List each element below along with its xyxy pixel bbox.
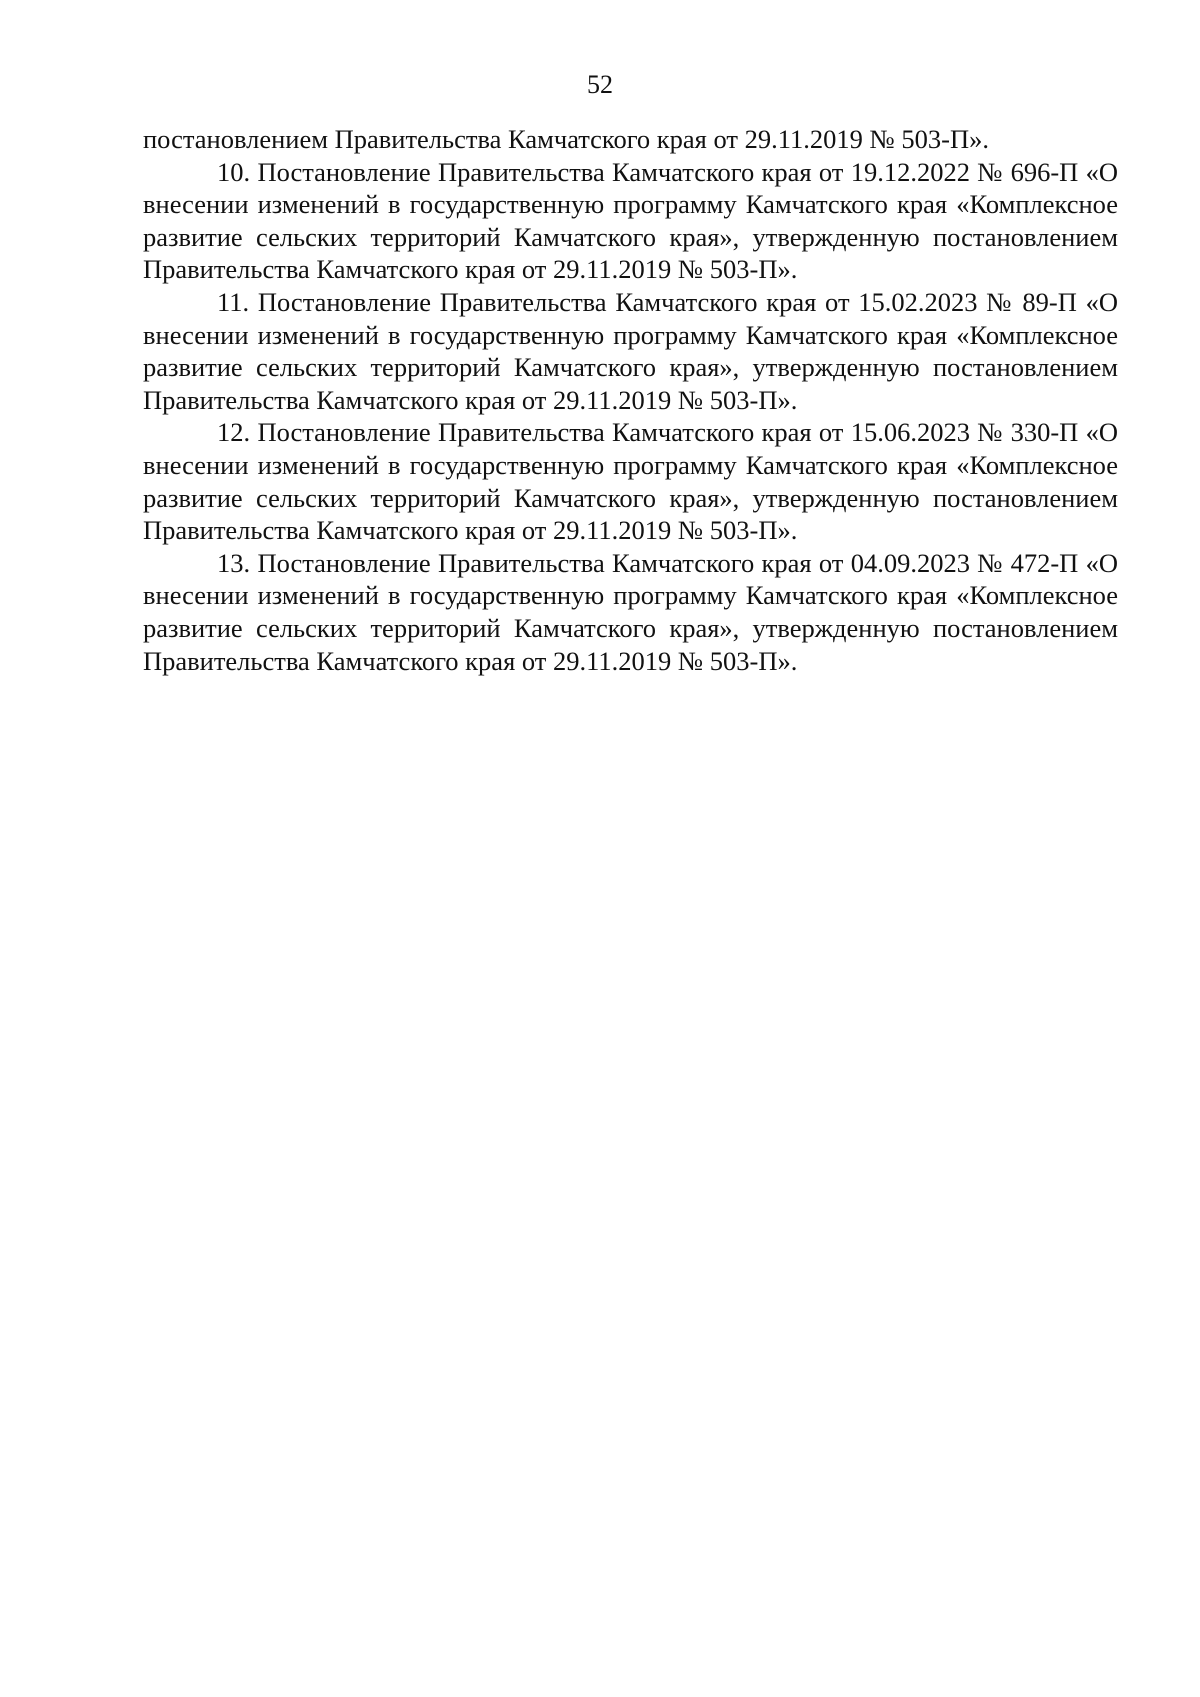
page-number: 52 [587,70,613,99]
list-item-10: 10. Постановление Правительства Камчатского края от 19.12.2022 № 696-П «О внесении изменений в государственную программу Камчатского края «Комплексное развитие сельских территорий Камчатского края», утвержденную постановлением Правительства Камчатского края от 29.11.2019 № 503-П». [143,156,1118,285]
paragraph-continuation: постановлением Правительства Камчатского края от 29.11.2019 № 503-П». [143,124,989,154]
document-body [143,123,1118,677]
list-item-13: 13. Постановление Правительства Камчатского края от 04.09.2023 № 472-П «О внесении изменений в государственную программу Камчатского края «Комплексное развитие сельских территорий Камчатского края», утвержденную постановлением Правительства Камчатского края от 29.11.2019 № 503-П». [143,547,1118,676]
list-item-12: 12. Постановление Правительства Камчатского края от 15.06.2023 № 330-П «О внесении изменений в государственную программу Камчатского края «Комплексное развитие сельских территорий Камчатского края», утвержденную постановлением Правительства Камчатского края от 29.11.2019 № 503-П». [143,417,1118,546]
list-item-11: 11. Постановление Правительства Камчатского края от 15.02.2023 № 89-П «О внесении изменений в государственную программу Камчатского края «Комплексное развитие сельских территорий Камчатского края», утвержденную постановлением Правительства Камчатского края от 29.11.2019 № 503-П». [143,286,1118,415]
